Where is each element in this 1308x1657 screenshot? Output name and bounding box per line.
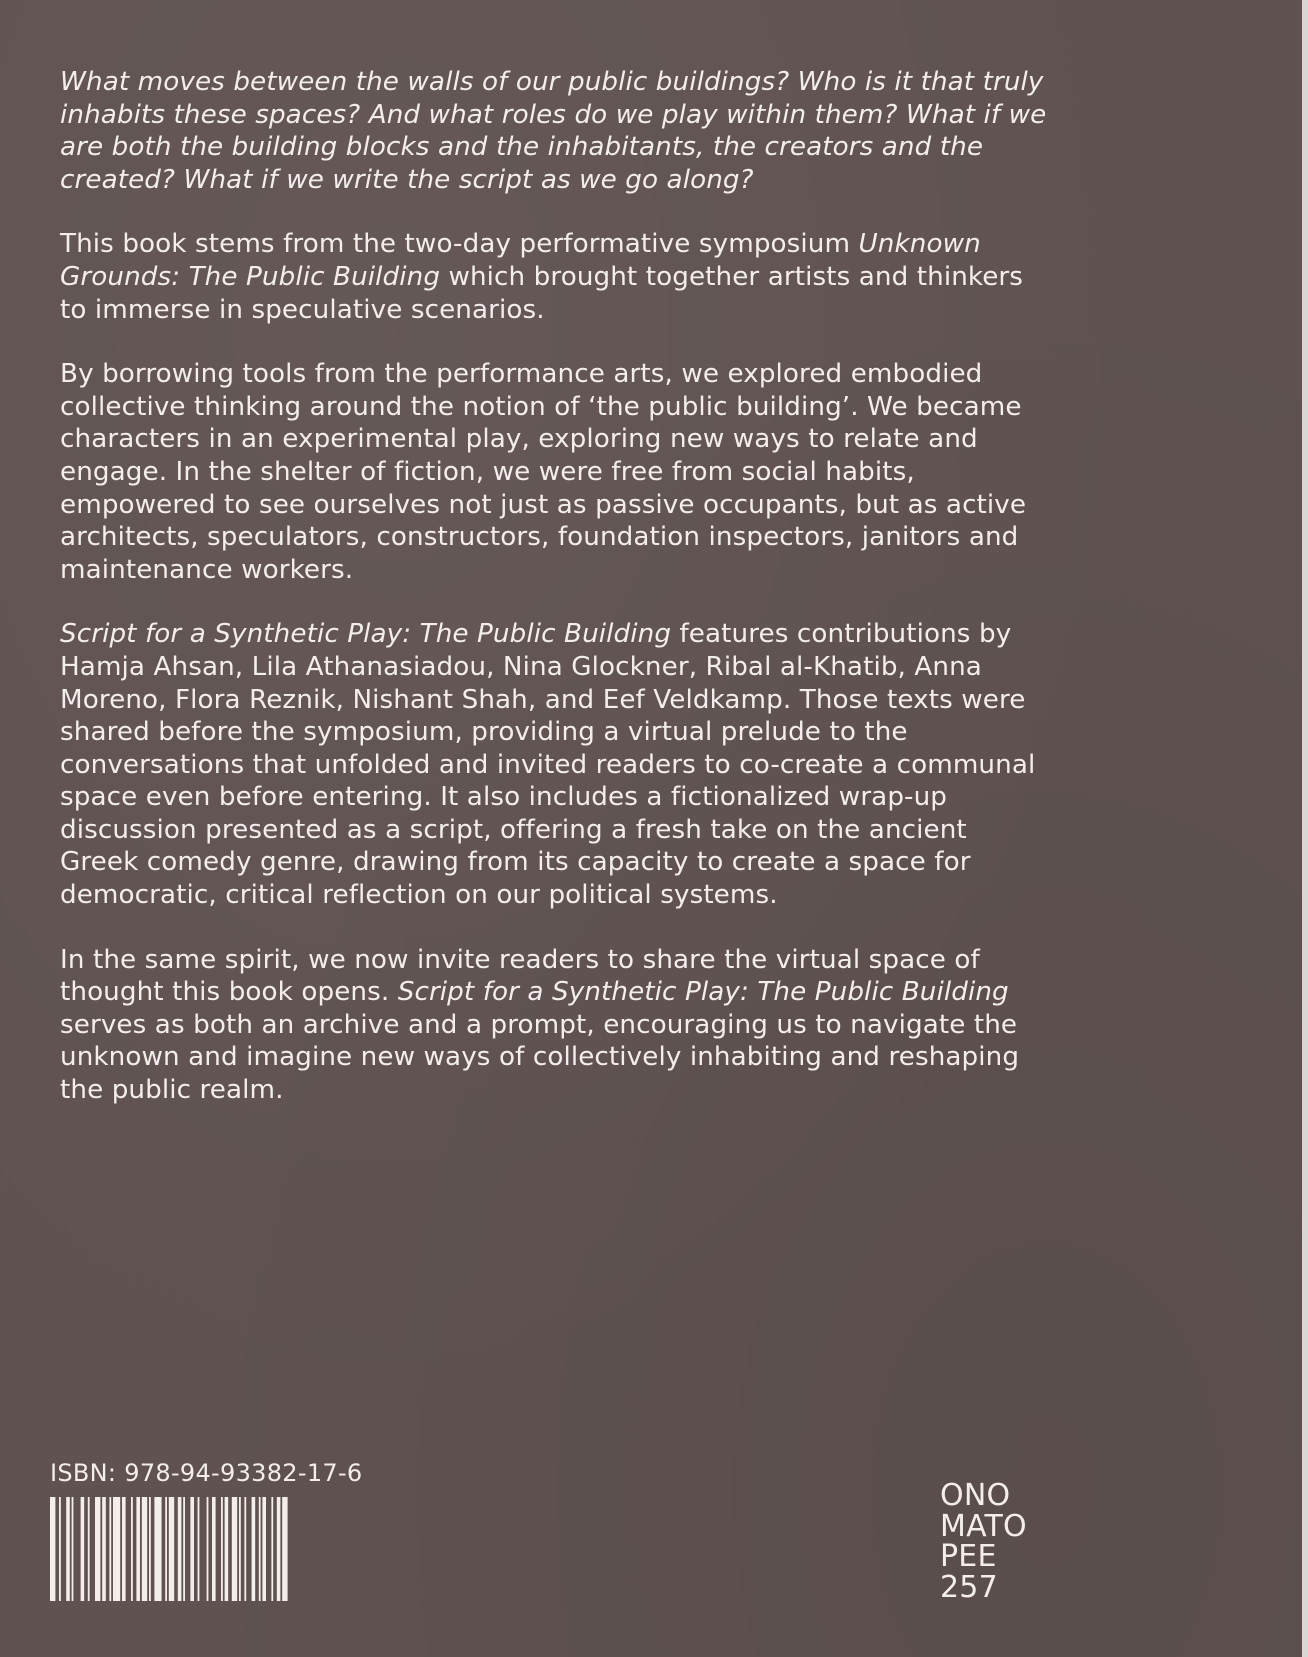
publisher-logo-line: MATO	[940, 1508, 1027, 1544]
blurb-text	[60, 66, 1050, 1139]
paragraph-invitation	[60, 944, 1050, 1107]
paragraph-symposium-text-a: This book stems from the two-day performative symposium	[60, 229, 859, 260]
paragraph-invitation-text-a: In the same spirit, we now invite readers to share the virtual space of thought this book opens.	[60, 944, 980, 1008]
publisher-logo	[940, 1478, 1027, 1605]
barcode-icon	[50, 1497, 412, 1601]
paragraph-contributors	[60, 618, 1050, 911]
publisher-logo-line: ONO	[940, 1478, 1011, 1513]
symposium-title: Unknown Grounds: The Public Building	[60, 229, 981, 292]
cover-edge	[1302, 0, 1308, 1657]
paragraph-contributors-text: features contributions by Hamja Ahsan, Lila Athanasiadou, Nina Glockner, Ribal al-Khatib, Anna Moreno, Flora Reznik, Nishant Shah, and Eef Veldkamp. Those texts were shared before the symposium, providing a virtual prelude to the conversations that unfolded and invited readers to co-create a communal space even before entering. It also includes a fictionalized wrap-up discussion presented as a script, offering a fresh take on the ancient Greek comedy genre, drawing from its capacity to create a space for democratic, critical reflection on our political systems.	[60, 619, 1036, 911]
paragraph-performance: By borrowing tools from the performance arts, we explored embodied collective thinking around the notion of ‘the public building’. We became characters in an experimental play, exploring new ways to relate and engage. In the shelter of fiction, we were free from social habits, empowered to see ourselves not just as passive occupants, but as active architects, speculators, constructors, foundation inspectors, janitors and maintenance workers.	[60, 359, 1027, 585]
isbn-label: ISBN: 978-94-93382-17-6	[50, 1459, 363, 1487]
paragraph-symposium-text-b: which brought together artists and thinkers to immerse in speculative scenarios.	[60, 261, 1024, 325]
book-title: Script for a Synthetic Play: The Public Building	[60, 619, 672, 650]
publisher-logo-line: 257	[940, 1569, 998, 1605]
paragraph-symposium	[60, 228, 1050, 326]
paragraph-invitation-text-b: serves as both an archive and a prompt, encouraging us to navigate the unknown and imagine new ways of collectively inhabiting and reshaping the public realm.	[60, 1009, 1020, 1106]
book-title-repeat: Script for a Synthetic Play: The Public Building	[397, 977, 1009, 1008]
intro-paragraph: What moves between the walls of our public buildings? Who is it that truly inhabits these spaces? And what roles do we play within them? What if we are both the building blocks and the inhabitants, the creators and the created? What if we write the script as we go along?	[60, 67, 1047, 195]
publisher-logo-line: PEE	[940, 1539, 997, 1574]
